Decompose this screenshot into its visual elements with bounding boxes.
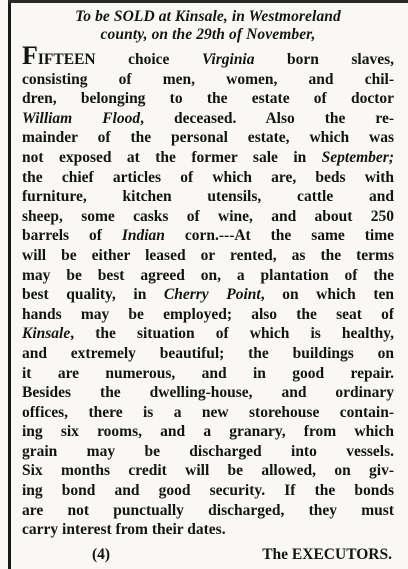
body-line: sheep, some casks of wine, and about 250 [22, 207, 394, 225]
body-line: offices, there is a new storehouse contain- [22, 403, 394, 421]
column-rule-top [8, 0, 408, 3]
ad-body [22, 46, 394, 540]
body-line: hands may be employed; also the seat of [22, 305, 394, 323]
body-line: best quality, in Cherry Point, on which ten [22, 286, 394, 304]
body-line: not exposed at the former sale in September; [22, 148, 394, 166]
body-line: ing bond and good security. If the bonds [22, 482, 394, 500]
headline-line-1: To be SOLD at Kinsale, in Westmoreland [75, 8, 341, 25]
body-line: consisting of men, women, and chil- [22, 70, 394, 88]
body-line: and extremely beautiful; the buildings on [22, 344, 394, 362]
signature: The EXECUTORS. [262, 545, 392, 563]
body-line: carry interest from their dates. [22, 521, 226, 539]
drop-cap: F [22, 46, 38, 70]
body-line: it are numerous, and in good repair. [22, 364, 394, 382]
body-line: are not punctually discharged, they must [22, 501, 394, 519]
body-line: barrels of Indian corn.---At the same time [22, 227, 394, 245]
body-line: will be either leased or rented, as the terms [22, 246, 394, 264]
body-line: mainder of the personal estate, which was [22, 129, 394, 147]
body-line: Besides the dwelling-house, and ordinary [22, 384, 394, 402]
ad-headline [22, 8, 394, 44]
headline-line-2: county, on the 29th of November, [100, 26, 316, 43]
column-rule-left [8, 0, 11, 569]
body-line: may be best agreed on, a plantation of the [22, 266, 394, 284]
body-line: Kinsale, the situation of which is healthy, [22, 325, 394, 343]
body-line: grain may be discharged into vessels. [22, 442, 394, 460]
body-line: Six months credit will be allowed, on giv- [22, 462, 394, 480]
body-line: dren, belonging to the estate of doctor [22, 90, 394, 108]
body-line: furniture, kitchen utensils, cattle and [22, 188, 394, 206]
ad-number: (4) [92, 545, 111, 563]
body-line: ing six rooms, and a granary, from which [22, 423, 394, 441]
body-line: William Flood, deceased. Also the re- [22, 109, 394, 127]
body-line: the chief articles of which are, beds with [22, 168, 394, 186]
signature-line [22, 546, 394, 564]
body-line: FIFTEEN choice Virginia born slaves, [22, 46, 394, 70]
